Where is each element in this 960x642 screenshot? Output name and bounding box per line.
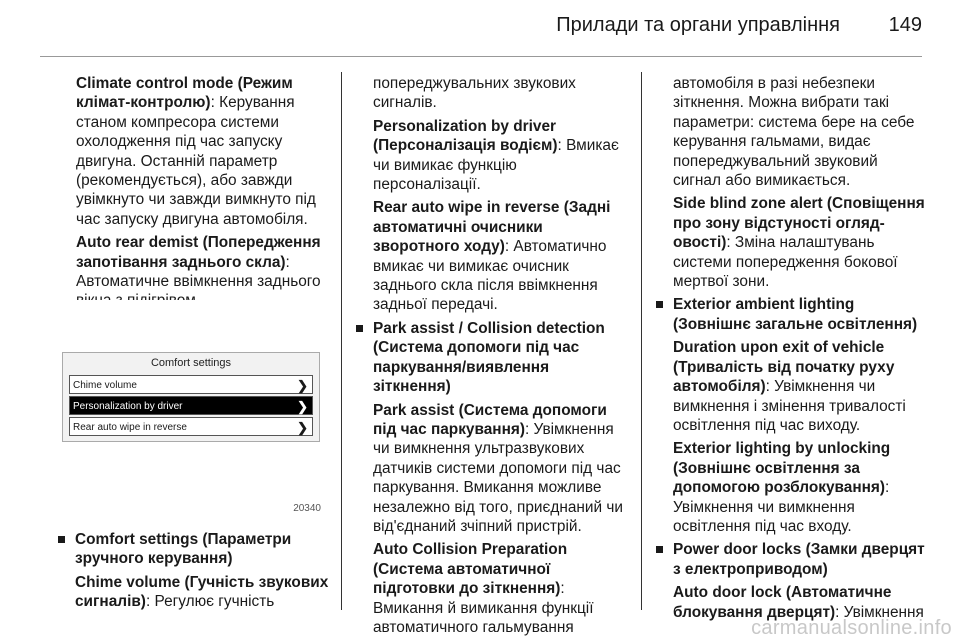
personalization-paragraph [356,117,628,195]
column-2 [356,74,628,641]
column-divider-2 [641,72,642,610]
duration-text: : Увімкнення чи вимкнення і змінення тривалості освітлення під час виходу. [673,378,906,434]
chevron-right-icon: ❯ [297,399,308,414]
column-1-lower [58,530,332,616]
park-assist-title: Park assist (Система допомоги під час паркування) [373,401,607,438]
menu-item-label: Personalization by driver [73,401,183,412]
auto-lock-text: : Увімкнення [835,603,924,621]
column-1 [76,74,332,315]
display-screen [62,352,320,442]
menu-item-rear-wipe[interactable] [69,417,313,436]
menu-item-personalization[interactable] [69,396,313,415]
rear-wipe-paragraph [356,198,628,314]
menu-item-chime-volume[interactable] [69,375,313,394]
duration-paragraph [656,338,928,435]
climate-text: : Керування станом компресора системи охолодження під час запуску двигуна. Останній параметр (рекомендується), або завжди увімкнуто чи завжди вимкнуто під час запуску двигуна автомобіля. [76,94,316,228]
climate-title: Climate control mode (Режим клімат-контролю) [76,75,293,112]
personalization-text: : Вмикає чи вимикає функцію персоналізації. [373,137,619,194]
park-assist-paragraph [356,401,628,537]
chevron-right-icon: ❯ [297,378,308,393]
header-divider [40,56,922,57]
climate-paragraph [76,74,332,229]
watermark: carmanualsonline.info [751,617,952,639]
duration-title: Duration upon exit of vehicle (Тривалість від початку руху автомобіля) [673,339,895,396]
personalization-title: Personalization by driver (Персоналізація водієм) [373,117,558,155]
column-divider-1 [341,72,342,610]
comfort-settings-figure [58,300,323,516]
park-assist-heading: Park assist / Collision detection (Система допомоги під час паркування/виявлення зіткнення) [356,319,628,397]
ambient-lighting-heading: Exterior ambient lighting (Зовнішнє загальне освітлення) [656,295,928,334]
chime-paragraph [58,573,332,612]
unlock-lighting-text: : Увімкнення чи вимкнення освітлення під час входу. [673,479,890,535]
figure-code: 20340 [293,503,321,514]
auto-lock-title: Auto door lock (Автоматичне блокування дверцят) [673,584,892,621]
door-locks-heading: Power door locks (Замки дверцят з електроприводом) [656,540,928,579]
screen-title: Comfort settings [150,357,232,369]
chime-title: Chime volume (Гучність звукових сигналів) [75,573,329,611]
park-assist-text: : Увімкнення чи вимкнення ультразвукових датчиків системи допомоги під час паркування. Вмикання можливе незалежно від того, приєднаний чи від'єднаний зчіпний пристрій. [373,420,623,535]
page-header-title: Прилади та органи управління [556,14,840,36]
unlock-lighting-paragraph [656,439,928,536]
unlock-lighting-title: Exterior lighting by unlocking (Зовнішнє освітлення за допомогою розблокування) [673,440,891,497]
collision-prep-text: : Вмикання й вимикання функції автоматичного гальмування [373,580,594,636]
menu-item-label: Rear auto wipe in reverse [73,422,187,433]
menu-item-label: Chime volume [73,380,137,391]
rear-wipe-title: Rear auto wipe in reverse (Задні автоматичні очисники зворотного ходу) [373,199,611,256]
demist-text: : Автоматичне ввімкнення заднього [76,253,321,291]
demist-title: Auto rear demist (Попередження запотівання заднього скла) [76,234,321,271]
collision-prep-title: Auto Collision Preparation (Система автоматичної підготовки до зіткнення) [373,541,568,598]
rear-wipe-text: : Автоматично вмикає чи вимикає очисник заднього скла після ввімкнення задньої передачі. [373,238,607,314]
chevron-right-icon: ❯ [297,420,308,435]
page-number: 149 [888,14,922,36]
column-3 [656,74,928,626]
blind-zone-paragraph [656,194,928,291]
chime-continued: попереджувальних звукових сигналів. [373,75,576,112]
collision-continued: автомобіля в разі небезпеки зіткнення. Можна вибрати такі параметри: система бере на себе керування гальмами, видає попереджувальний звуковий сигнал або вимикається. [673,75,915,190]
comfort-settings-heading: Comfort settings (Параметри зручного керування) [58,530,332,569]
blind-zone-title: Side blind zone alert (Сповіщення про зону відстуності оглядовості) [673,195,925,252]
collision-prep-paragraph [356,540,628,637]
chime-text: : Регулює гучність [145,593,275,611]
blind-zone-text: : Зміна налаштувань системи попередження бокової мертвої зони. [673,234,898,291]
